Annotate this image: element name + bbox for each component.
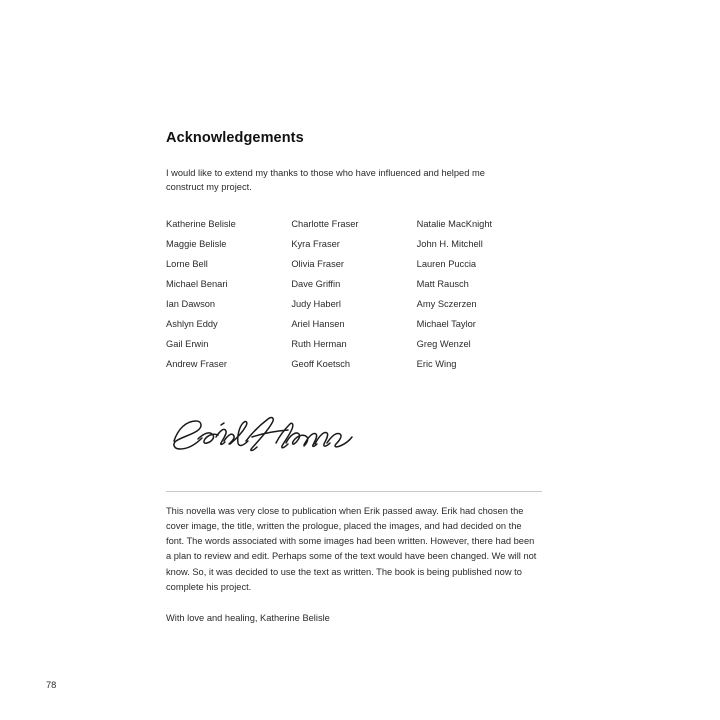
list-item: Kyra Fraser xyxy=(291,238,340,249)
list-item: Michael Benari xyxy=(166,279,228,289)
list-item: Geoff Koetsch xyxy=(291,359,351,370)
closing-signoff: With love and healing, Katherine Belisle xyxy=(166,612,330,623)
closing-note: This novella was very close to publication when Erik passed away. Erik had chosen the cover image, the title, written the prologue, placed the images, and had decided on the font. The words associated with some images had been written. However, there had been a plan to review and edit. Perhaps some of the text would have been changed. We will not know. So, it was decided to use the text as written. The book is being published now to complete his project. xyxy=(166,506,537,592)
names-column-3 xyxy=(417,217,542,378)
page-number: 78 xyxy=(46,680,57,690)
list-item: Ashlyn Eddy xyxy=(166,319,218,330)
list-item: Olivia Fraser xyxy=(291,258,345,269)
list-item: Maggie Belisle xyxy=(166,238,227,249)
list-item: Eric Wing xyxy=(416,359,457,370)
closing-note-section xyxy=(166,504,538,626)
list-item: Ian Dawson xyxy=(166,299,216,310)
names-column-1 xyxy=(166,217,291,378)
list-item: Greg Wenzel xyxy=(416,339,471,350)
list-item: Andrew Fraser xyxy=(166,359,227,370)
intro-paragraph: I would like to extend my thanks to those who have influenced and helped me construct my project. xyxy=(166,168,485,193)
list-item: Ariel Hansen xyxy=(291,319,345,330)
list-item: Amy Sczerzen xyxy=(416,299,477,310)
section-divider xyxy=(166,491,542,492)
list-item: Natalie MacKnight xyxy=(416,218,493,229)
list-item: Judy Haberl xyxy=(291,299,341,310)
page-title: Acknowledgements xyxy=(166,130,304,146)
list-item: Dave Griffin xyxy=(291,279,341,289)
list-item: Michael Taylor xyxy=(416,319,476,330)
acknowledgements-section xyxy=(166,130,542,463)
signature-image xyxy=(168,411,368,463)
list-item: Lorne Bell xyxy=(166,258,208,269)
names-grid xyxy=(166,217,542,378)
list-item: Matt Rausch xyxy=(416,279,469,289)
list-item: Gail Erwin xyxy=(166,339,209,350)
list-item: Katherine Belisle xyxy=(166,218,236,229)
list-item: John H. Mitchell xyxy=(416,238,483,249)
list-item: Lauren Puccia xyxy=(416,258,477,269)
list-item: Ruth Herman xyxy=(291,339,347,350)
names-column-2 xyxy=(291,217,416,378)
list-item: Charlotte Fraser xyxy=(291,218,359,229)
